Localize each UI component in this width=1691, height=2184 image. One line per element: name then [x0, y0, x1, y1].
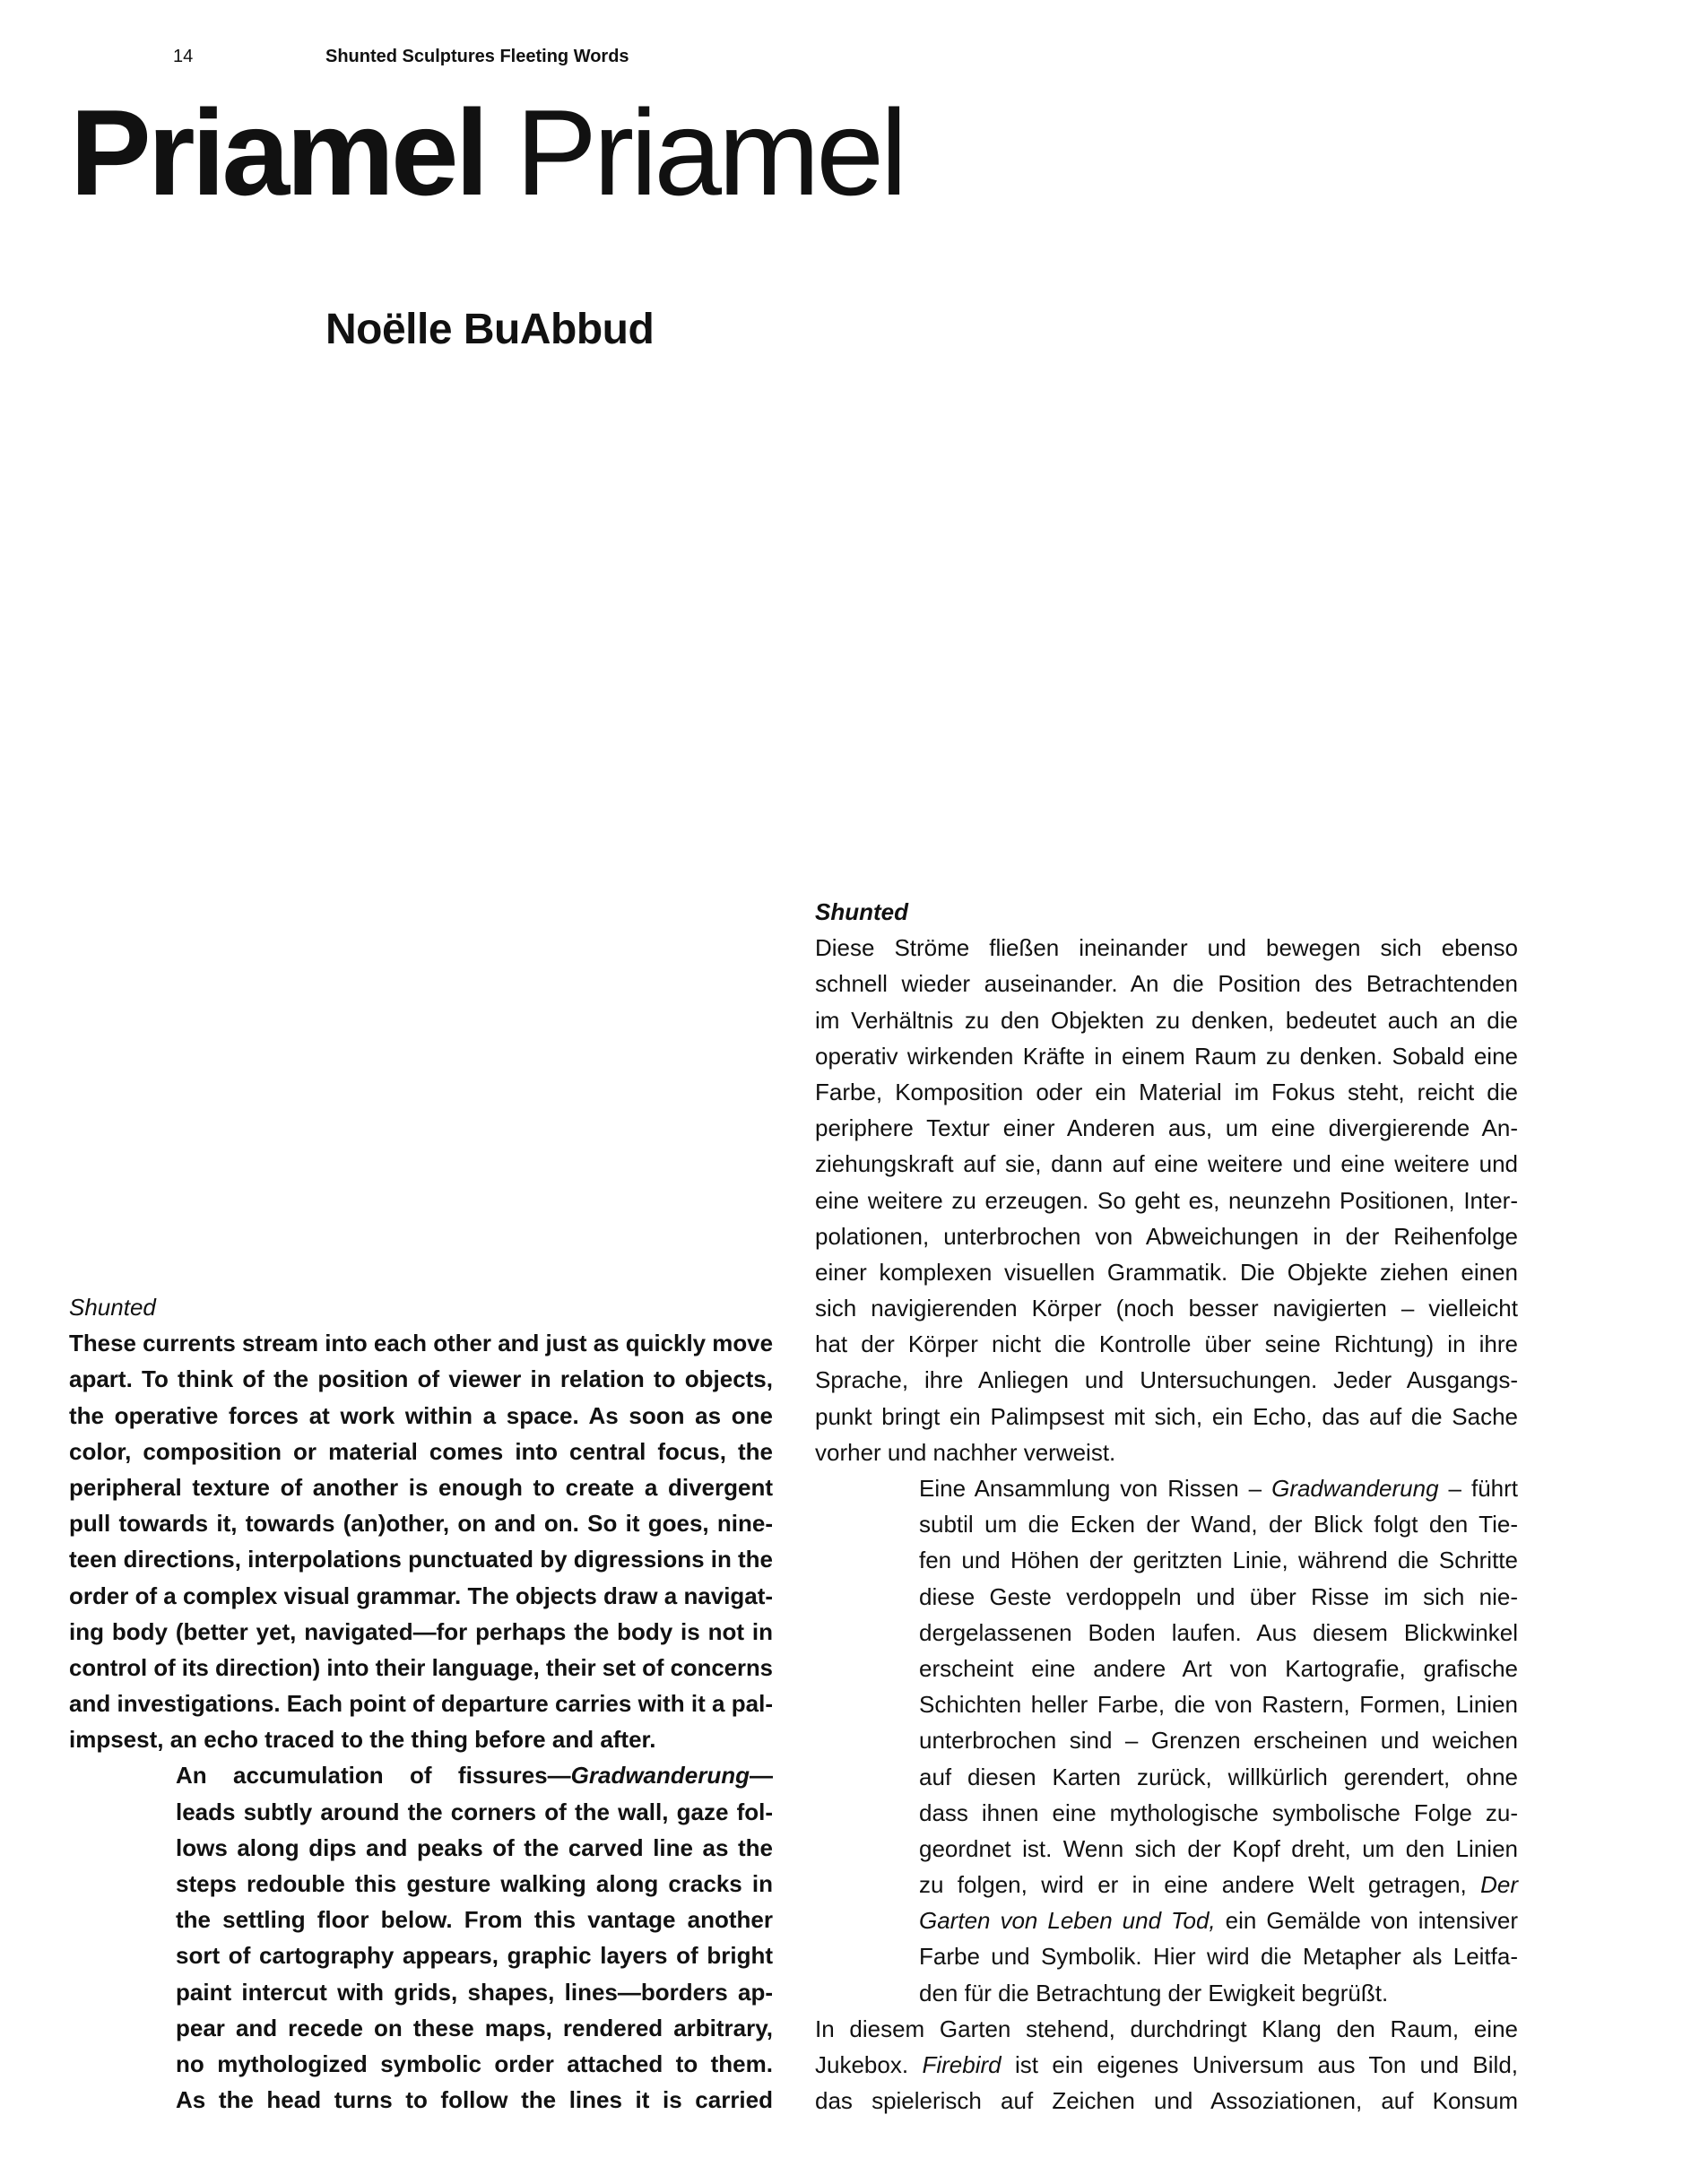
- text-line: [815, 1434, 1518, 1470]
- text-line: [919, 1759, 1518, 1795]
- text-segment: einer komplexen visuellen Grammatik. Die Objekte ziehen einen: [815, 1258, 1518, 1286]
- text-segment: Diese Ströme fließen ineinander und bewegen sich ebenso: [815, 934, 1518, 962]
- line-content: [176, 1902, 773, 1937]
- text-segment: polationen, unterbrochen von Abweichungen in der Reihenfolge: [815, 1222, 1518, 1250]
- line-content: [815, 1038, 1518, 1074]
- text-segment: dass ihnen eine mythologische symbolische Folge zu-: [919, 1798, 1518, 1826]
- text-segment: im Verhältnis zu den Objekten zu denken, bedeutet auch an die: [815, 1006, 1518, 1034]
- english-text-column: [69, 1289, 773, 2118]
- italic-text: Firebird: [922, 2051, 1002, 2078]
- line-content: [69, 1289, 156, 1325]
- line-content: [69, 1398, 773, 1434]
- text-line: [919, 1542, 1518, 1578]
- text-segment: ist ein eigenes Universum aus Ton und Bild,: [1001, 2051, 1518, 2078]
- text-line: [919, 1722, 1518, 1758]
- text-segment: —: [750, 1762, 773, 1790]
- line-content: [919, 1902, 1518, 1938]
- line-content: [69, 1614, 773, 1650]
- text-line: [815, 2011, 1518, 2047]
- italic-text: Garten von Leben und Tod,: [919, 1907, 1216, 1935]
- line-content: [69, 1650, 773, 1686]
- text-line: [815, 1074, 1518, 1110]
- line-content: [69, 1361, 773, 1397]
- text-segment: peripheral texture of another is enough to create a divergent: [69, 1473, 773, 1501]
- italic-text: Der: [1480, 1871, 1518, 1899]
- line-content: [919, 1975, 1388, 2011]
- line-content: [919, 1759, 1518, 1795]
- line-content: [919, 1470, 1518, 1506]
- line-content: [815, 1254, 1518, 1290]
- text-segment: eine weitere zu erzeugen. So geht es, neunzehn Positionen, Inter-: [815, 1186, 1518, 1214]
- section-heading: [69, 1289, 773, 1325]
- line-content: [176, 2010, 773, 2046]
- line-content: [815, 1110, 1518, 1146]
- title-regular: Priamel: [516, 84, 905, 221]
- text-segment: geordnet ist. Wenn sich der Kopf dreht, um den Linien: [919, 1834, 1518, 1862]
- line-content: [69, 1325, 773, 1361]
- text-line: [176, 1757, 773, 1793]
- line-content: [815, 1362, 1518, 1398]
- italic-text: Shunted: [815, 898, 908, 925]
- text-line: [815, 1146, 1518, 1182]
- text-segment: Eine Ansammlung von Rissen –: [919, 1475, 1272, 1502]
- line-content: [69, 1469, 773, 1505]
- line-content: [176, 2046, 773, 2082]
- text-line: [919, 1795, 1518, 1831]
- text-line: [69, 1469, 773, 1505]
- text-line: [815, 2083, 1518, 2119]
- text-segment: operativ wirkenden Kräfte in einem Raum zu denken. Sobald eine: [815, 1042, 1518, 1070]
- line-content: [815, 2011, 1518, 2047]
- line-content: [815, 1434, 1115, 1470]
- text-segment: and investigations. Each point of departure carries with it a pal-: [69, 1690, 773, 1718]
- text-line: [815, 1110, 1518, 1146]
- text-segment: teen directions, interpolations punctuated by digressions in the: [69, 1546, 773, 1573]
- text-segment: Sprache, ihre Anliegen und Untersuchungen. Jeder Ausgangs-: [815, 1366, 1518, 1394]
- text-segment: periphere Textur einer Anderen aus, um eine divergierende An-: [815, 1114, 1518, 1142]
- line-content: [919, 1831, 1518, 1867]
- text-segment: lows along dips and peaks of the carved line as the: [176, 1833, 773, 1861]
- line-content: [815, 1002, 1518, 1038]
- text-line: [815, 1183, 1518, 1218]
- text-line: [815, 966, 1518, 1001]
- line-content: [919, 1795, 1518, 1831]
- text-line: [69, 1325, 773, 1361]
- text-segment: impsest, an echo traced to the thing before and after.: [69, 1726, 656, 1754]
- line-content: [919, 1651, 1518, 1686]
- text-segment: steps redouble this gesture walking along cracks in: [176, 1870, 773, 1897]
- text-line: [919, 1506, 1518, 1542]
- italic-text: Gradwanderung: [1271, 1475, 1439, 1502]
- page-number: 14: [173, 47, 194, 66]
- text-line: [919, 1686, 1518, 1722]
- text-segment: sort of cartography appears, graphic layers of bright: [176, 1942, 773, 1970]
- text-line: [69, 1434, 773, 1469]
- line-content: [919, 1686, 1518, 1722]
- line-content: [815, 1326, 1518, 1362]
- text-line: [69, 1614, 773, 1650]
- line-content: [69, 1505, 773, 1541]
- line-content: [176, 1757, 773, 1793]
- text-segment: dergelassenen Boden laufen. Aus diesem Blickwinkel: [919, 1618, 1518, 1646]
- text-line: [815, 2047, 1518, 2083]
- line-content: [919, 1867, 1518, 1902]
- text-line: [919, 1651, 1518, 1686]
- text-segment: ing body (better yet, navigated—for perhaps the body is not in: [69, 1617, 773, 1645]
- line-content: [815, 930, 1518, 966]
- line-content: [815, 2083, 1518, 2119]
- text-segment: – führt: [1438, 1475, 1519, 1502]
- text-segment: the operative forces at work within a space. As soon as one: [69, 1401, 773, 1429]
- text-line: [919, 1615, 1518, 1651]
- line-content: [815, 1218, 1518, 1254]
- text-segment: apart. To think of the position of viewer in relation to objects,: [69, 1365, 773, 1393]
- text-line: [69, 1578, 773, 1614]
- line-content: [176, 1974, 773, 2010]
- line-content: [815, 1183, 1518, 1218]
- text-line: [176, 1937, 773, 1973]
- text-line: [69, 1541, 773, 1577]
- line-content: [69, 1541, 773, 1577]
- text-line: [69, 1686, 773, 1721]
- line-content: [815, 1146, 1518, 1182]
- text-line: [176, 1902, 773, 1937]
- text-segment: Farbe, Komposition oder ein Material im Fokus steht, reicht die: [815, 1078, 1518, 1105]
- text-segment: no mythologized symbolic order attached to them.: [176, 2050, 773, 2077]
- text-segment: color, composition or material comes into central focus, the: [69, 1437, 773, 1465]
- text-line: [815, 1362, 1518, 1398]
- text-segment: These currents stream into each other and just as quickly move: [69, 1330, 773, 1357]
- text-line: [176, 2046, 773, 2082]
- text-line: [815, 1290, 1518, 1326]
- line-content: [919, 1542, 1518, 1578]
- line-content: [919, 1722, 1518, 1758]
- text-line: [69, 1721, 773, 1757]
- text-segment: sich navigierenden Körper (noch besser navigierten – vielleicht: [815, 1295, 1518, 1322]
- text-segment: leads subtly around the corners of the wall, gaze fol-: [176, 1798, 773, 1825]
- text-segment: An accumulation of fissures—: [176, 1762, 571, 1790]
- author-name: Noëlle BuAbbud: [325, 306, 655, 353]
- line-content: [176, 1866, 773, 1902]
- text-line: [919, 1831, 1518, 1867]
- line-content: [815, 894, 908, 930]
- text-segment: hat der Körper nicht die Kontrolle über seine Richtung) in ihre: [815, 1330, 1518, 1358]
- text-segment: ein Gemälde von intensiver: [1215, 1907, 1518, 1935]
- text-line: [69, 1505, 773, 1541]
- line-content: [69, 1434, 773, 1469]
- text-segment: Farbe und Symbolik. Hier wird die Metapher als Leitfa-: [919, 1943, 1518, 1971]
- text-line: [815, 1218, 1518, 1254]
- line-content: [815, 2047, 1518, 2083]
- text-segment: control of its direction) into their language, their set of concerns: [69, 1653, 773, 1681]
- italic-text: Gradwanderung: [570, 1762, 750, 1790]
- text-line: [176, 1830, 773, 1866]
- text-segment: unterbrochen sind – Grenzen erscheinen und weichen: [919, 1727, 1518, 1755]
- german-text-column: [815, 894, 1518, 2119]
- text-segment: paint intercut with grids, shapes, lines—borders ap-: [176, 1978, 773, 2006]
- line-content: [176, 2082, 773, 2118]
- text-segment: subtil um die Ecken der Wand, der Blick folgt den Tie-: [919, 1511, 1518, 1538]
- line-content: [919, 1938, 1518, 1974]
- line-content: [69, 1578, 773, 1614]
- line-content: [176, 1794, 773, 1830]
- text-segment: das spielerisch auf Zeichen und Assoziationen, auf Konsum: [815, 2087, 1518, 2115]
- text-line: [815, 1002, 1518, 1038]
- text-line: [815, 930, 1518, 966]
- text-segment: pull towards it, towards (an)other, on and on. So it goes, nine-: [69, 1510, 773, 1538]
- text-line: [815, 1399, 1518, 1434]
- text-segment: auf diesen Karten zurück, willkürlich gerendert, ohne: [919, 1763, 1518, 1790]
- text-line: [176, 1974, 773, 2010]
- text-segment: order of a complex visual grammar. The objects draw a navigat-: [69, 1582, 773, 1609]
- text-segment: vorher und nachher verweist.: [815, 1438, 1116, 1466]
- text-line: [176, 2010, 773, 2046]
- text-segment: diese Geste verdoppeln und über Risse im sich nie-: [919, 1582, 1518, 1610]
- text-segment: Jukebox.: [815, 2051, 923, 2078]
- text-segment: den für die Betrachtung der Ewigkeit begrüßt.: [919, 1979, 1389, 2006]
- text-line: [919, 1579, 1518, 1615]
- text-segment: fen und Höhen der geritzten Linie, während die Schritte: [919, 1547, 1518, 1574]
- text-segment: ziehungskraft auf sie, dann auf eine weitere und eine weitere und: [815, 1150, 1518, 1178]
- text-line: [919, 1975, 1518, 2011]
- section-heading: [815, 894, 1518, 930]
- line-content: [69, 1686, 773, 1721]
- text-line: [176, 1866, 773, 1902]
- text-line: [815, 1326, 1518, 1362]
- line-content: [919, 1615, 1518, 1651]
- article-title: [70, 86, 904, 221]
- text-segment: As the head turns to follow the lines it is carried: [176, 2086, 773, 2114]
- line-content: [919, 1506, 1518, 1542]
- text-line: [919, 1867, 1518, 1902]
- line-content: [815, 966, 1518, 1001]
- text-segment: Schichten heller Farbe, die von Rastern, Formen, Linien: [919, 1691, 1518, 1719]
- text-line: [919, 1938, 1518, 1974]
- line-content: [815, 1290, 1518, 1326]
- text-segment: schnell wieder auseinander. An die Position des Betrachtenden: [815, 970, 1518, 998]
- text-line: [815, 1038, 1518, 1074]
- text-line: [815, 1254, 1518, 1290]
- text-segment: zu folgen, wird er in eine andere Welt getragen,: [919, 1871, 1481, 1899]
- line-content: [919, 1579, 1518, 1615]
- text-segment: erscheint eine andere Art von Kartografie, grafische: [919, 1654, 1518, 1682]
- text-line: [176, 2082, 773, 2118]
- line-content: [815, 1074, 1518, 1110]
- text-segment: pear and recede on these maps, rendered arbitrary,: [176, 2014, 773, 2041]
- text-segment: the settling floor below. From this vantage another: [176, 1906, 773, 1934]
- line-content: [176, 1830, 773, 1866]
- running-title: Shunted Sculptures Fleeting Words: [325, 47, 629, 66]
- line-content: [815, 1399, 1518, 1434]
- italic-text: Shunted: [69, 1294, 156, 1321]
- line-content: [176, 1937, 773, 1973]
- text-line: [69, 1361, 773, 1397]
- text-line: [69, 1398, 773, 1434]
- text-line: [176, 1794, 773, 1830]
- text-segment: In diesem Garten stehend, durchdringt Klang den Raum, eine: [815, 2015, 1518, 2042]
- text-line: [919, 1470, 1518, 1506]
- title-bold: Priamel: [70, 84, 486, 221]
- text-line: [69, 1650, 773, 1686]
- line-content: [69, 1721, 655, 1757]
- text-segment: punkt bringt ein Palimpsest mit sich, ein Echo, das auf die Sache: [815, 1402, 1518, 1430]
- text-line: [919, 1902, 1518, 1938]
